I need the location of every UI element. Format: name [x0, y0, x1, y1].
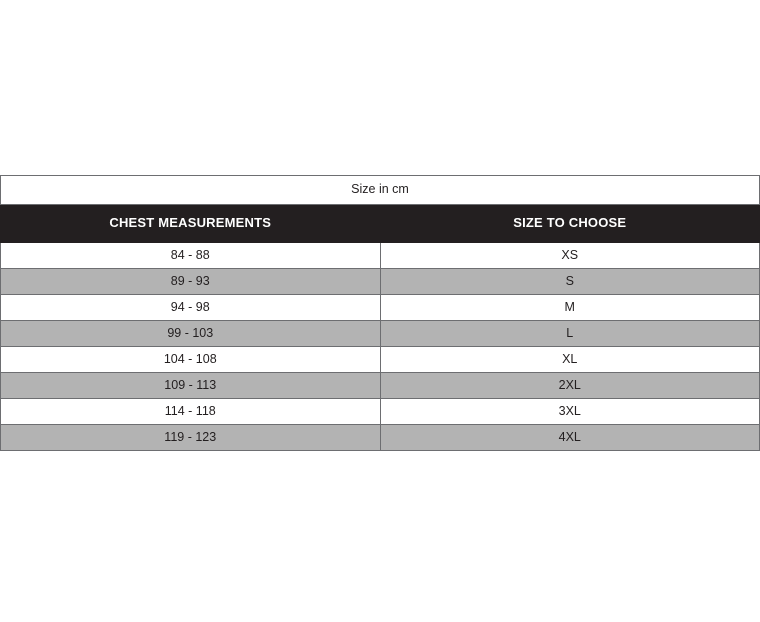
cell-size: M	[380, 295, 760, 321]
table-caption-row	[1, 176, 760, 205]
size-chart-table	[0, 175, 760, 451]
cell-size: S	[380, 269, 760, 295]
cell-size: 2XL	[380, 373, 760, 399]
cell-chest: 119 - 123	[1, 425, 381, 451]
cell-size: 4XL	[380, 425, 760, 451]
cell-chest: 104 - 108	[1, 347, 381, 373]
size-chart	[0, 175, 760, 451]
cell-chest: 89 - 93	[1, 269, 381, 295]
size-chart-table-body	[1, 176, 760, 451]
cell-size: L	[380, 321, 760, 347]
table-row	[1, 269, 760, 295]
table-row	[1, 321, 760, 347]
table-row	[1, 425, 760, 451]
cell-chest: 109 - 113	[1, 373, 381, 399]
table-row	[1, 243, 760, 269]
cell-size: XS	[380, 243, 760, 269]
cell-chest: 84 - 88	[1, 243, 381, 269]
cell-size: XL	[380, 347, 760, 373]
table-caption: Size in cm	[1, 176, 760, 205]
cell-chest: 114 - 118	[1, 399, 381, 425]
column-header-size: SIZE TO CHOOSE	[380, 205, 760, 243]
cell-chest: 94 - 98	[1, 295, 381, 321]
table-row	[1, 295, 760, 321]
table-row	[1, 347, 760, 373]
cell-chest: 99 - 103	[1, 321, 381, 347]
table-row	[1, 373, 760, 399]
table-row	[1, 399, 760, 425]
column-header-chest: CHEST MEASUREMENTS	[1, 205, 381, 243]
table-header-row	[1, 205, 760, 243]
cell-size: 3XL	[380, 399, 760, 425]
